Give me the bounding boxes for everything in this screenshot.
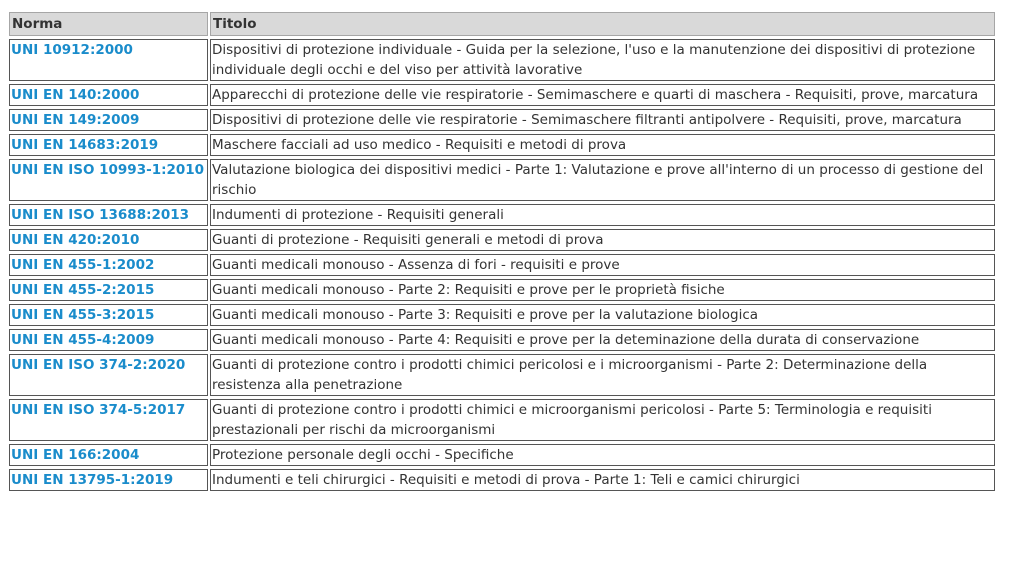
table-row: [9, 399, 995, 441]
table-row: [9, 469, 995, 491]
standards-table: [7, 9, 997, 494]
norma-link[interactable]: UNI EN 13795-1:2019: [9, 469, 208, 491]
table-row: [9, 84, 995, 106]
titolo-cell: Guanti di protezione - Requisiti generali e metodi di prova: [210, 229, 995, 251]
titolo-cell: Guanti di protezione contro i prodotti chimici e microorganismi pericolosi - Parte 5: Terminologia e requisiti prestazionali per rischi da microorganismi: [210, 399, 995, 441]
norma-link[interactable]: UNI 10912:2000: [9, 39, 208, 81]
table-row: [9, 279, 995, 301]
norma-link[interactable]: UNI EN 14683:2019: [9, 134, 208, 156]
table-row: [9, 134, 995, 156]
titolo-cell: Guanti medicali monouso - Parte 4: Requisiti e prove per la deteminazione della durata di conservazione: [210, 329, 995, 351]
norma-link[interactable]: UNI EN 420:2010: [9, 229, 208, 251]
norma-link[interactable]: UNI EN 166:2004: [9, 444, 208, 466]
titolo-cell: Guanti medicali monouso - Parte 3: Requisiti e prove per la valutazione biologica: [210, 304, 995, 326]
norma-link[interactable]: UNI EN ISO 10993-1:2010: [9, 159, 208, 201]
titolo-cell: Valutazione biologica dei dispositivi medici - Parte 1: Valutazione e prove all'interno di un processo di gestione del rischio: [210, 159, 995, 201]
norma-link[interactable]: UNI EN 455-2:2015: [9, 279, 208, 301]
norma-link[interactable]: UNI EN 140:2000: [9, 84, 208, 106]
titolo-cell: Dispositivi di protezione delle vie respiratorie - Semimaschere filtranti antipolvere - Requisiti, prove, marcatura: [210, 109, 995, 131]
table-row: [9, 254, 995, 276]
header-titolo: Titolo: [210, 12, 995, 36]
table-header-row: [9, 12, 995, 36]
table-row: [9, 229, 995, 251]
table-row: [9, 329, 995, 351]
table-row: [9, 159, 995, 201]
table-row: [9, 39, 995, 81]
norma-link[interactable]: UNI EN 455-4:2009: [9, 329, 208, 351]
norma-link[interactable]: UNI EN 455-3:2015: [9, 304, 208, 326]
titolo-cell: Protezione personale degli occhi - Specifiche: [210, 444, 995, 466]
titolo-cell: Indumenti e teli chirurgici - Requisiti e metodi di prova - Parte 1: Teli e camici chirurgici: [210, 469, 995, 491]
standards-table-container: [9, 12, 999, 491]
table-row: [9, 204, 995, 226]
titolo-cell: Guanti medicali monouso - Assenza di fori - requisiti e prove: [210, 254, 995, 276]
titolo-cell: Guanti medicali monouso - Parte 2: Requisiti e prove per le proprietà fisiche: [210, 279, 995, 301]
norma-link[interactable]: UNI EN ISO 13688:2013: [9, 204, 208, 226]
titolo-cell: Indumenti di protezione - Requisiti generali: [210, 204, 995, 226]
titolo-cell: Dispositivi di protezione individuale - Guida per la selezione, l'uso e la manutenzione dei dispositivi di protezione individuale degli occhi e del viso per attività lavorative: [210, 39, 995, 81]
norma-link[interactable]: UNI EN 455-1:2002: [9, 254, 208, 276]
table-row: [9, 444, 995, 466]
norma-link[interactable]: UNI EN ISO 374-2:2020: [9, 354, 208, 396]
titolo-cell: Apparecchi di protezione delle vie respiratorie - Semimaschere e quarti di maschera - Requisiti, prove, marcatura: [210, 84, 995, 106]
table-row: [9, 304, 995, 326]
norma-link[interactable]: UNI EN 149:2009: [9, 109, 208, 131]
titolo-cell: Guanti di protezione contro i prodotti chimici pericolosi e i microorganismi - Parte 2: Determinazione della resistenza alla penetrazione: [210, 354, 995, 396]
titolo-cell: Maschere facciali ad uso medico - Requisiti e metodi di prova: [210, 134, 995, 156]
table-row: [9, 354, 995, 396]
table-body: [9, 39, 995, 491]
header-norma: Norma: [9, 12, 208, 36]
table-row: [9, 109, 995, 131]
norma-link[interactable]: UNI EN ISO 374-5:2017: [9, 399, 208, 441]
